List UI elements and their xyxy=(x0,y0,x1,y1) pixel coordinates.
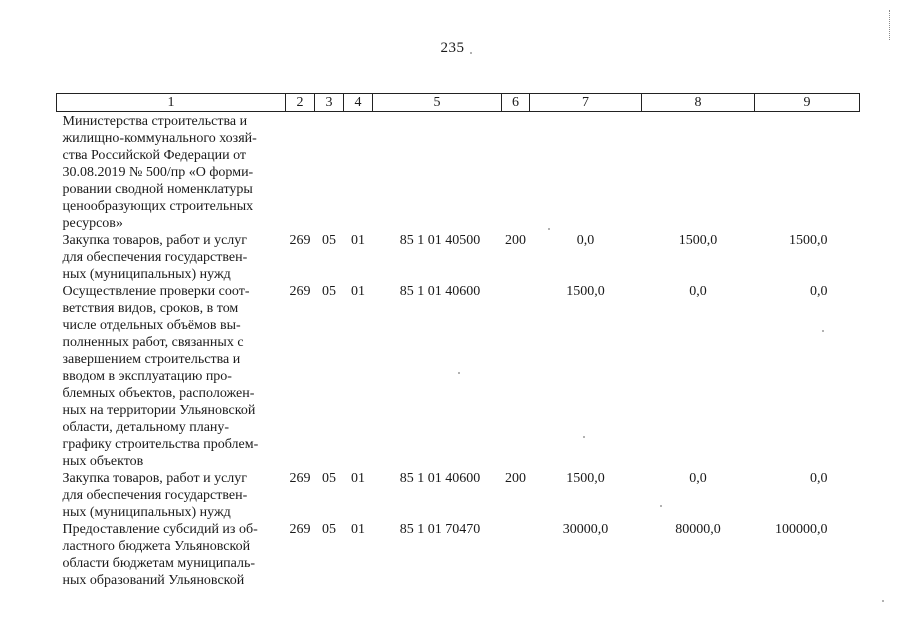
description-line: Осуществление проверки соот- xyxy=(62,284,250,299)
description-line: блемных объектов, расположен- xyxy=(62,386,255,401)
description-line: ства Российской Федерации от xyxy=(62,148,247,163)
target-article-code xyxy=(373,112,502,233)
section-code: 05 xyxy=(322,284,336,299)
section-code: 05 xyxy=(322,233,336,248)
scan-speck xyxy=(583,436,585,438)
section-code: 05 xyxy=(322,522,336,537)
description-line: Министерства строительства и xyxy=(62,114,248,129)
description-line: ветствия видов, сроков, в том xyxy=(62,301,239,316)
amount-year-1: 1500,0 xyxy=(566,284,605,299)
table-row xyxy=(57,232,860,283)
description-line: ровании сводной номенклатуры xyxy=(62,182,253,197)
expense-type-code xyxy=(502,521,530,589)
amount-year-1 xyxy=(530,112,642,233)
column-header-3: 3 xyxy=(315,94,344,112)
scan-speck xyxy=(660,505,662,507)
description-line: ных на территории Ульяновской xyxy=(62,403,256,418)
description-line: ластного бюджета Ульяновской xyxy=(62,539,251,554)
ministry-code: 269 xyxy=(289,233,311,248)
column-number-header-row xyxy=(57,94,860,112)
description-line: ценообразующих строительных xyxy=(62,199,254,214)
description-line: полненных работ, связанных с xyxy=(62,335,244,350)
table-row xyxy=(57,521,860,589)
description-line: Закупка товаров, работ и услуг xyxy=(62,471,248,486)
row-description xyxy=(57,521,286,589)
description-line: Предоставление субсидий из об- xyxy=(62,522,258,537)
column-header-4: 4 xyxy=(344,94,373,112)
table-row xyxy=(57,470,860,521)
amount-year-1: 0,0 xyxy=(576,233,595,248)
table-row xyxy=(57,283,860,470)
description-line: жилищно-коммунального хозяй- xyxy=(62,131,257,146)
scan-speck xyxy=(882,600,884,602)
row-description xyxy=(57,470,286,521)
column-header-1: 1 xyxy=(57,94,286,112)
amount-year-3: 100000,0 xyxy=(775,522,828,537)
amount-year-2: 0,0 xyxy=(689,471,707,486)
target-article-code: 85 1 01 40600 xyxy=(399,471,481,486)
ministry-code: 269 xyxy=(289,522,311,537)
target-article-code: 85 1 01 70470 xyxy=(399,522,481,537)
description-line: графику строительства проблем- xyxy=(62,437,259,452)
expense-type-code xyxy=(502,283,530,470)
ministry-code: 269 xyxy=(289,284,311,299)
scan-speck xyxy=(458,372,460,374)
amount-year-3: 0,0 xyxy=(810,471,828,486)
description-line: ных образований Ульяновской xyxy=(62,573,245,588)
subsection-code: 01 xyxy=(351,522,365,537)
column-header-5: 5 xyxy=(373,94,502,112)
amount-year-3: 0,0 xyxy=(810,284,828,299)
description-line: числе отдельных объёмов вы- xyxy=(62,318,241,333)
row-description xyxy=(57,283,286,470)
subsection-code: 01 xyxy=(351,284,365,299)
description-line: вводом в эксплуатацию про- xyxy=(62,369,232,384)
description-line: области, детальному плану- xyxy=(62,420,230,435)
scan-speck xyxy=(548,228,550,230)
amount-year-3 xyxy=(755,112,860,233)
budget-allocation-table xyxy=(56,93,860,589)
amount-year-2: 1500,0 xyxy=(678,233,718,248)
scan-speck xyxy=(822,330,824,332)
scan-edge-mark xyxy=(889,10,893,40)
amount-year-2 xyxy=(642,112,755,233)
column-header-7: 7 xyxy=(530,94,642,112)
row-description xyxy=(57,112,286,233)
description-line: для обеспечения государствен- xyxy=(62,488,248,503)
row-description xyxy=(57,232,286,283)
column-header-2: 2 xyxy=(286,94,315,112)
description-line: для обеспечения государствен- xyxy=(62,250,248,265)
amount-year-1: 1500,0 xyxy=(566,471,605,486)
expense-type-code xyxy=(502,112,530,233)
description-line: ресурсов» xyxy=(62,216,123,231)
target-article-code: 85 1 01 40500 xyxy=(399,233,481,248)
expense-type-code: 200 xyxy=(505,233,526,248)
description-line: завершением строительства и xyxy=(62,352,241,367)
table-row xyxy=(57,112,860,233)
subsection-code: 01 xyxy=(351,471,365,486)
target-article-code: 85 1 01 40600 xyxy=(399,284,481,299)
description-line: ных объектов xyxy=(62,454,144,469)
page-number: 235 xyxy=(440,40,465,56)
description-line: области бюджетам муниципаль- xyxy=(62,556,256,571)
description-line: ных (муниципальных) нужд xyxy=(62,267,231,282)
description-line: Закупка товаров, работ и услуг xyxy=(62,233,248,248)
description-line: ных (муниципальных) нужд xyxy=(62,505,231,520)
subsection-code xyxy=(344,112,373,233)
section-code xyxy=(315,112,344,233)
amount-year-3: 1500,0 xyxy=(789,233,828,248)
description-line: 30.08.2019 № 500/пр «О форми- xyxy=(62,165,254,180)
expense-type-code: 200 xyxy=(505,471,526,486)
subsection-code: 01 xyxy=(351,233,365,248)
scan-speck xyxy=(470,52,472,54)
amount-year-2: 0,0 xyxy=(689,284,707,299)
amount-year-1: 30000,0 xyxy=(562,522,609,537)
section-code: 05 xyxy=(322,471,336,486)
column-header-9: 9 xyxy=(755,94,860,112)
ministry-code: 269 xyxy=(289,471,311,486)
amount-year-2: 80000,0 xyxy=(675,522,721,537)
column-header-6: 6 xyxy=(502,94,530,112)
ministry-code xyxy=(286,112,315,233)
column-header-8: 8 xyxy=(642,94,755,112)
